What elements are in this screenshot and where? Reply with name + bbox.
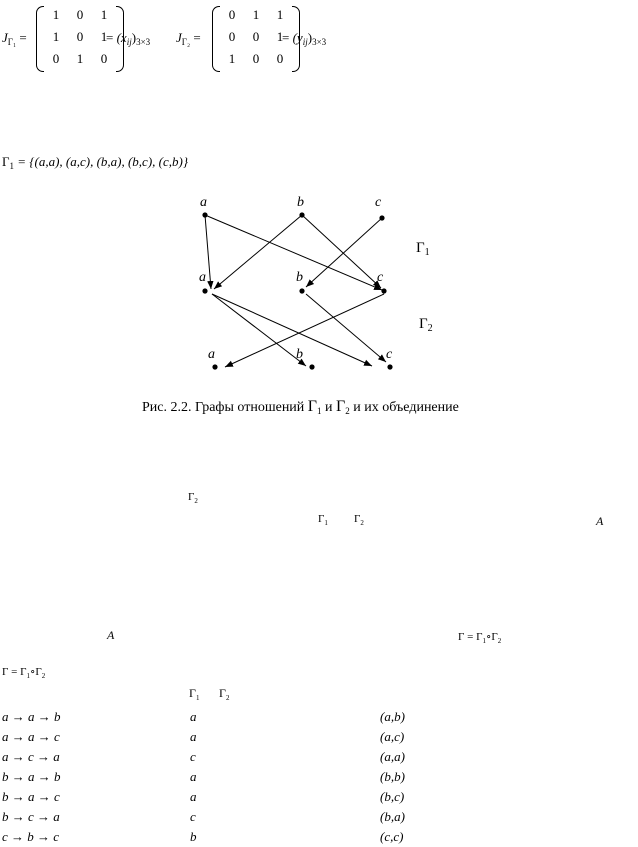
edge-g1-b-a xyxy=(214,215,302,289)
graph-node-bottom-b xyxy=(309,364,314,369)
edge-g1-a-c xyxy=(205,215,382,290)
matrix1-rhs: = $(x_{ij})_{3\times 3}$ xyxy=(106,30,151,47)
stray-gamma2-b: $\Gamma_2$ xyxy=(354,513,364,527)
table-header-gamma2: $\Gamma_2$ xyxy=(219,686,230,702)
stray-composition-right: $\Gamma = \Gamma_1\circ\Gamma_2$ xyxy=(458,631,502,645)
graph-node-mid-c xyxy=(381,288,386,293)
graph-node-mid-a xyxy=(202,288,207,293)
stray-gamma1-b: $\Gamma_1$ xyxy=(318,513,328,527)
graph-bottom-label-a: a xyxy=(208,347,215,362)
graph-bottom-label-b: b xyxy=(296,347,303,362)
graph-top-label-b: b xyxy=(297,195,304,210)
graph-top-label-c: c xyxy=(375,195,382,210)
table-header-gamma1: $\Gamma_1$ xyxy=(189,686,200,702)
stray-A-right: A xyxy=(596,514,604,528)
stray-A-left: A xyxy=(107,628,115,642)
graph-mid-label-b: b xyxy=(296,270,303,285)
graph-gamma1-label: $\Gamma_1$ xyxy=(416,240,430,258)
stray-composition-left: $\Gamma = \Gamma_1\circ\Gamma_2$ xyxy=(2,666,46,680)
matrix1-table: 1 0 1 1 0 1 0 1 0 xyxy=(52,7,108,66)
graph-top-label-a: a xyxy=(200,195,207,210)
edge-g1-b-c xyxy=(302,215,381,288)
edge-g2-c-a xyxy=(225,294,384,367)
graph-node-bottom-a xyxy=(212,364,217,369)
graph-node-mid-b xyxy=(299,288,304,293)
graph-mid-label-c: c xyxy=(377,270,384,285)
matrix2-label: $J_{\Gamma_2}$ = xyxy=(176,30,201,47)
graph-bottom-label-c: c xyxy=(386,347,393,362)
relation-gamma1: $\Gamma_1 = \{(a,a)$, (a,c), (b,a), (b,c), (c,b)} xyxy=(2,154,189,171)
matrix2-rhs: = $(y_{ij})_{3\times 3}$ xyxy=(282,30,327,47)
stray-gamma2-a: $\Gamma_2$ xyxy=(188,491,198,505)
graph-node-bottom-c xyxy=(387,364,392,369)
graph-mid-label-a: a xyxy=(199,270,206,285)
edge-g1-c-b xyxy=(306,218,382,287)
matrix1-label: $J_{\Gamma_1}$ = xyxy=(2,30,27,47)
graph-gamma2-label: $\Gamma_2$ xyxy=(419,316,433,334)
matrix2-table: 0 1 1 0 0 1 1 0 0 xyxy=(228,7,284,66)
edge-g2-b-c xyxy=(306,294,386,362)
figure-caption: Рис. 2.2. Графы отношений $\Gamma_1$ и $\Gamma_2$ и их объединение xyxy=(142,398,459,416)
